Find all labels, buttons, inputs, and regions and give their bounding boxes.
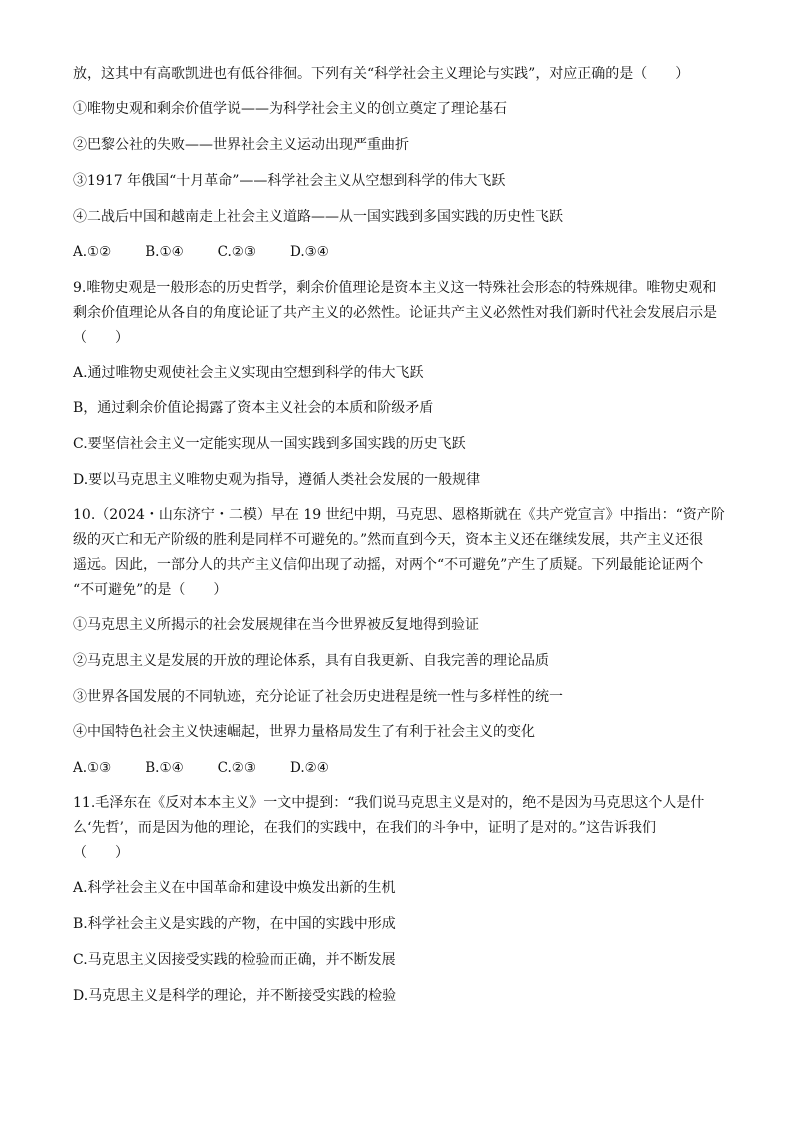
q11-option-c: C.马克思主义因接受实践的检验而正确，并不断发展 [73,952,396,968]
q8-stem: 放，这其中有高歌凯进也有低谷徘徊。下列有关“科学社会主义理论与实践”，对应正确的是（ ） [73,66,690,82]
q10-option-b: B.①④ [145,760,184,776]
q8-statement-4: ④二战后中国和越南走上社会主义道路——从一国实践到多国实践的历史性飞跃 [73,209,563,225]
q11-stem-line-2: 么‘先哲’，而是因为他的理论，在我们的实践中，在我们的斗争中，证明了是对的。”这告诉我们 [73,820,657,836]
q9-stem-line-1: 9.唯物史观是一般形态的历史哲学，剩余价值理论是资本主义这一特殊社会形态的特殊规律。唯物史观和 [73,280,717,296]
q11-stem-line-1: 11.毛泽东在《反对本本主义》一文中提到：“我们说马克思主义是对的，绝不是因为马克思这个人是什 [73,795,705,811]
q10-stem [73,503,723,603]
q11-stem [73,791,723,866]
q10-statement-4: ④中国特色社会主义快速崛起，世界力量格局发生了有利于社会主义的变化 [73,724,535,740]
q10-stem-line-2: 级的灭亡和无产阶级的胜利是同样不可避免的。”然而直到今天，资本主义还在继续发展，共产主义还很 [73,532,704,548]
q10-options [73,758,363,778]
q10-statement-2: ②马克思主义是发展的开放的理论体系，具有自我更新、自我完善的理论品质 [73,653,549,669]
q9-stem-line-2: 剩余价值理论从各自的角度论证了共产主义的必然性。论证共产主义必然性对我们新时代社会发展启示是 [73,305,717,321]
q10-statement-3: ③世界各国发展的不同轨迹，充分论证了社会历史进程是统一性与多样性的统一 [73,689,563,705]
q10-statement-1: ①马克思主义所揭示的社会发展规律在当今世界被反复地得到验证 [73,617,479,633]
q11-option-b: B.科学社会主义是实践的产物，在中国的实践中形成 [73,916,396,932]
q10-stem-line-3: 遥远。因此，一部分人的共产主义信仰出现了动摇，对两个“不可避免”产生了质疑。下列最能论证两个 [73,557,704,573]
q8-option-c: C.②③ [217,244,257,260]
q9-stem-line-3: （ ） [73,330,129,346]
q10-option-d: D.②④ [290,760,329,776]
q9-option-c: C.要坚信社会主义一定能实现从一国实践到多国实践的历史飞跃 [73,436,466,452]
q9-stem [73,276,723,351]
q9-option-b: B，通过剩余价值论揭露了资本主义社会的本质和阶级矛盾 [73,400,434,416]
q11-stem-line-3: （ ） [73,845,129,861]
q10-stem-line-4: “不可避免”的是（ ） [73,582,228,598]
q11-option-d: D.马克思主义是科学的理论，并不断接受实践的检验 [73,988,397,1004]
q10-stem-line-1: 10.（2024・山东济宁・二模）早在 19 世纪中期，马克思、恩格斯就在《共产党宣言》中指出：“资产阶 [73,507,725,523]
q8-statement-2: ②巴黎公社的失败——世界社会主义运动出现严重曲折 [73,137,409,153]
q8-option-a: A.①② [73,244,112,260]
q8-option-d: D.③④ [290,244,329,260]
q9-option-d: D.要以马克思主义唯物史观为指导，遵循人类社会发展的一般规律 [73,472,481,488]
q8-statement-3: ③1917 年俄国“十月革命”——科学社会主义从空想到科学的伟大飞跃 [73,173,506,189]
q8-option-b: B.①④ [145,244,184,260]
q9-option-a: A.通过唯物史观使社会主义实现由空想到科学的伟大飞跃 [73,365,424,381]
q8-statement-1: ①唯物史观和剩余价值学说——为科学社会主义的创立奠定了理论基石 [73,101,507,117]
q10-option-a: A.①③ [73,760,112,776]
q10-option-c: C.②③ [217,760,257,776]
q11-option-a: A.科学社会主义在中国革命和建设中焕发出新的生机 [73,880,396,896]
q8-options [73,242,363,262]
